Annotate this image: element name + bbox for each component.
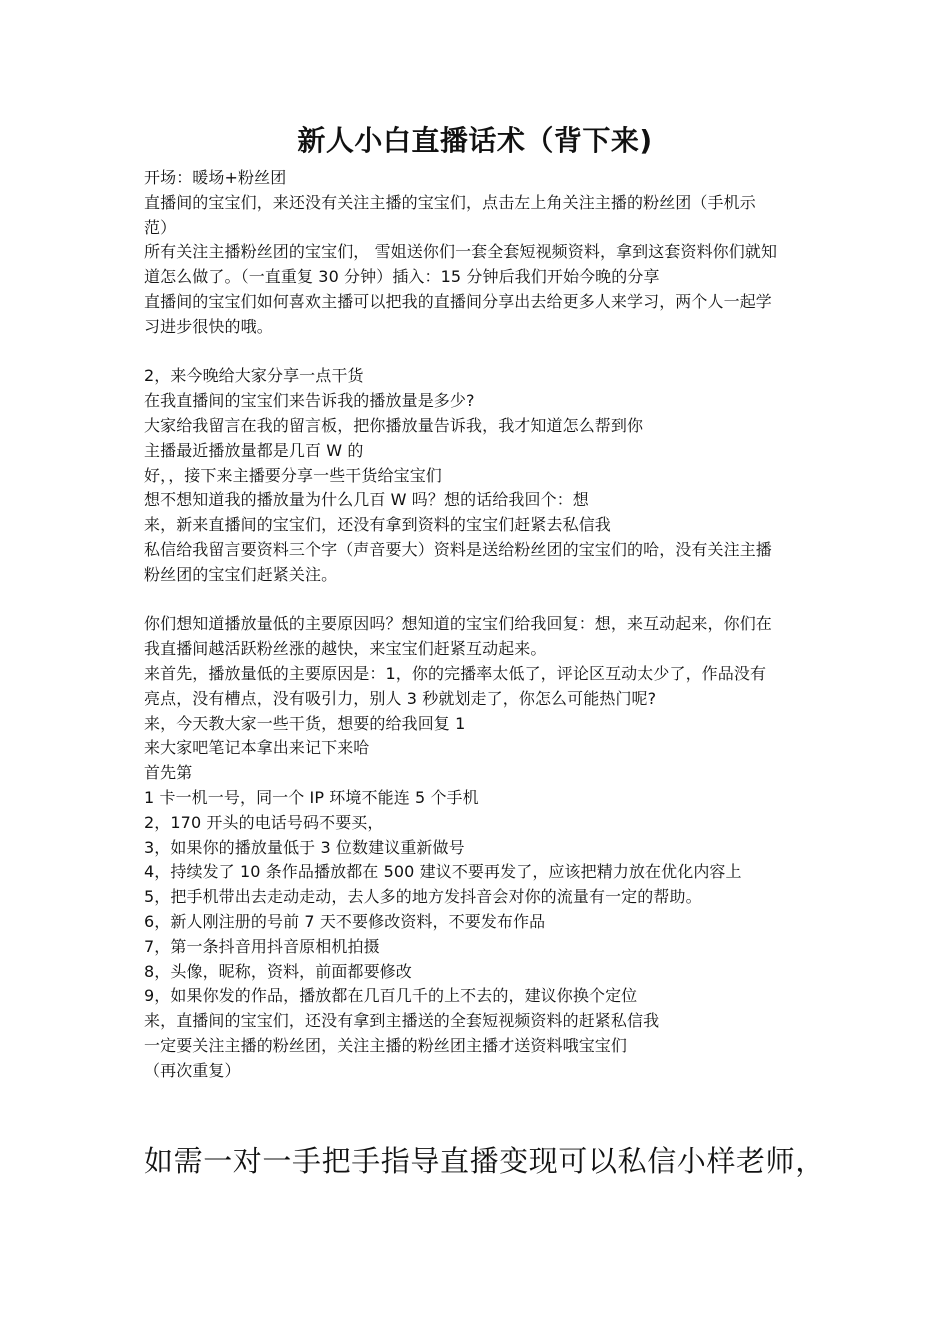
body-line: 亮点，没有槽点，没有吸引力，别人 3 秒就划走了，你怎么可能热门呢? [144,688,657,708]
blank-line [144,340,810,365]
document-title: 新人小白直播话术（背下来) [297,124,653,157]
body-line: 想不想知道我的播放量为什么几百 W 吗？想的话给我回个：想 [144,490,589,510]
body-line: 一定要关注主播的粉丝团，关注主播的粉丝团主播才送资料哦宝宝们 [144,1035,628,1055]
body-line: 开场：暖场+粉丝团 [144,168,287,187]
body-line: 来，今天教大家一些干货，想要的给我回复 1 [144,713,466,733]
list-item: 7，第一条抖音用抖音原相机拍摄 [144,936,380,956]
list-item: 8，头像，昵称，资料，前面都要修改 [144,961,412,981]
list-item: 5，把手机带出去走动走动，去人多的地方发抖音会对你的流量有一定的帮助。 [144,887,702,907]
body-line: 直播间的宝宝们，来还没有关注主播的宝宝们，点击左上角关注主播的粉丝团（手机示 [144,192,756,212]
body-line: 习进步很快的哦。 [144,316,273,336]
list-item: 4，持续发了 10 条作品播放都在 500 建议不要再发了，应该把精力放在优化内容上 [144,862,742,882]
body-line: 粉丝团的宝宝们赶紧关注。 [144,564,338,584]
footer-note: 如需一对一手把手指导直播变现可以私信小样老师， [144,1144,825,1178]
body-line: （再次重复） [144,1060,241,1080]
body-line: 来，直播间的宝宝们，还没有拿到主播送的全套短视频资料的赶紧私信我 [144,1011,660,1031]
list-item: 2，170 开头的电话号码不要买， [144,812,384,832]
body-line: 直播间的宝宝们如何喜欢主播可以把我的直播间分享出去给更多人来学习，两个人一起学 [144,291,772,311]
body-line: 在我直播间的宝宝们来告诉我的播放量是多少? [144,391,475,411]
body-line: 来，新来直播间的宝宝们，还没有拿到资料的宝宝们赶紧去私信我 [144,515,611,535]
body-line: 私信给我留言要资料三个字（声音要大）资料是送给粉丝团的宝宝们的哈，没有关注主播 [144,539,772,559]
list-item: 3，如果你的播放量低于 3 位数建议重新做号 [144,837,465,857]
body-line: 所有关注主播粉丝团的宝宝们， 雪姐送你们一套全套短视频资料，拿到这套资料你们就知 [144,242,778,262]
body-line: 范） [144,217,177,237]
body-line: 来首先，播放量低的主要原因是：1，你的完播率太低了，评论区互动太少了，作品没有 [144,663,767,683]
document-body [144,166,810,1083]
body-line: 好，，接下来主播要分享一些干货给宝宝们 [144,465,442,485]
body-line: 道怎么做了。（一直重复 30 分钟）插入：15 分钟后我们开始今晚的分享 [144,267,660,287]
body-line: 主播最近播放量都是几百 W 的 [144,440,364,460]
list-item: 9，如果你发的作品，播放都在几百几千的上不去的，建议你换个定位 [144,986,638,1006]
body-line: 你们想知道播放量低的主要原因吗？想知道的宝宝们给我回复：想，来互动起来，你们在 [144,614,772,634]
body-line: 来大家吧笔记本拿出来记下来哈 [144,738,370,758]
body-line: 我直播间越活跃粉丝涨的越快，来宝宝们赶紧互动起来。 [144,639,547,659]
list-item: 6，新人刚注册的号前 7 天不要修改资料，不要发布作品 [144,911,546,931]
list-item: 1 卡一机一号，同一个 IP 环境不能连 5 个手机 [144,787,479,807]
body-line: 首先第 [144,763,193,783]
body-line: 2，来今晚给大家分享一点干货 [144,366,364,386]
blank-line [144,588,810,613]
body-line: 大家给我留言在我的留言板，把你播放量告诉我，我才知道怎么帮到你 [144,415,644,435]
